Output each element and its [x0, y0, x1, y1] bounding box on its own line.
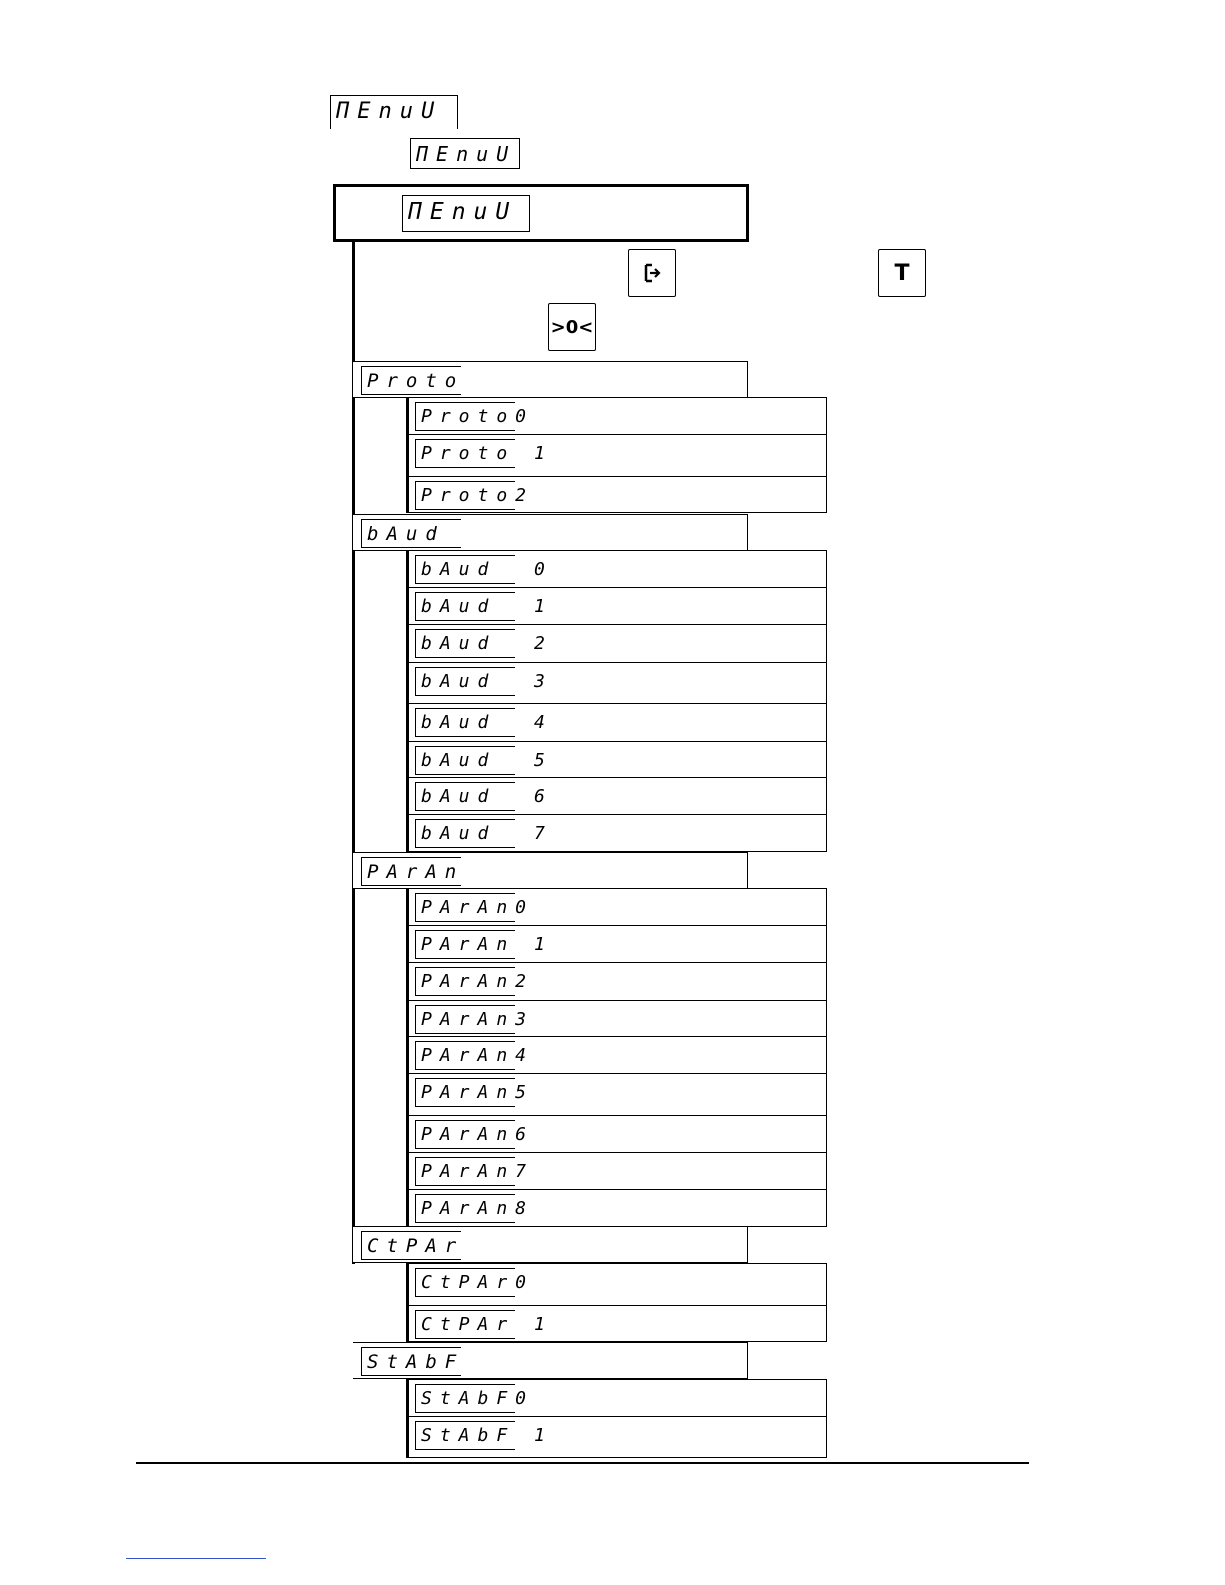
option-item[interactable]: [406, 624, 827, 663]
option-item[interactable]: [406, 741, 827, 778]
group-header-4[interactable]: [353, 1342, 748, 1379]
option-item[interactable]: [406, 587, 827, 625]
option-item[interactable]: [406, 962, 827, 1001]
option-label: StAbF 1: [415, 1421, 515, 1450]
group-label: StAbF: [361, 1347, 461, 1376]
option-item[interactable]: [406, 434, 827, 477]
option-item[interactable]: [406, 925, 827, 963]
group-header-3[interactable]: [353, 1226, 748, 1263]
option-item[interactable]: [406, 777, 827, 815]
option-label: bAud 0: [415, 555, 515, 584]
option-item[interactable]: [406, 888, 827, 926]
option-label: PArAn8: [415, 1194, 515, 1223]
exit-icon: [641, 262, 663, 284]
group-header-2[interactable]: [353, 852, 748, 889]
option-item[interactable]: [406, 1152, 827, 1190]
option-label: CtPAr 1: [415, 1310, 515, 1339]
group-label: CtPAr: [361, 1231, 461, 1260]
option-label: CtPAr0: [415, 1268, 515, 1297]
group-label: bAud: [361, 519, 461, 548]
footer-link-underline: [126, 1558, 266, 1559]
group-header-1[interactable]: [353, 514, 748, 551]
option-item[interactable]: [406, 1263, 827, 1306]
option-label: bAud 6: [415, 782, 515, 811]
group-label: Proto: [361, 366, 461, 395]
option-label: bAud 7: [415, 819, 515, 848]
option-label: PArAn2: [415, 967, 515, 996]
menu-display-1: ΠEnuU: [330, 95, 458, 129]
option-label: bAud 4: [415, 708, 515, 737]
option-label: bAud 3: [415, 667, 515, 696]
group-header-0[interactable]: [353, 361, 748, 398]
option-label: Proto 1: [415, 439, 515, 468]
option-item[interactable]: [406, 662, 827, 704]
option-label: PArAn5: [415, 1078, 515, 1107]
option-item[interactable]: [406, 1073, 827, 1116]
option-label: Proto0: [415, 402, 515, 431]
menu-display-2: ΠEnuU: [410, 138, 520, 169]
option-label: bAud 2: [415, 629, 515, 658]
tare-key[interactable]: T: [878, 249, 926, 297]
option-label: Proto2: [415, 481, 515, 510]
option-item[interactable]: [406, 814, 827, 852]
option-item[interactable]: [406, 1305, 827, 1342]
option-label: PArAn6: [415, 1120, 515, 1149]
option-item[interactable]: [406, 1115, 827, 1153]
option-item[interactable]: [406, 1189, 827, 1227]
option-label: PArAn 1: [415, 930, 515, 959]
option-label: PArAn4: [415, 1041, 515, 1070]
menu-header-box: [333, 184, 749, 242]
option-item[interactable]: [406, 1036, 827, 1074]
group-label: PArAn: [361, 857, 461, 886]
option-item[interactable]: [406, 397, 827, 435]
option-label: bAud 1: [415, 592, 515, 621]
option-label: PArAn0: [415, 893, 515, 922]
zero-key[interactable]: >0<: [548, 303, 596, 351]
option-label: PArAn7: [415, 1157, 515, 1186]
option-item[interactable]: [406, 550, 827, 588]
option-item[interactable]: [406, 703, 827, 742]
option-item[interactable]: [406, 1379, 827, 1417]
option-item[interactable]: [406, 476, 827, 513]
option-label: StAbF0: [415, 1384, 515, 1413]
option-label: PArAn3: [415, 1005, 515, 1034]
exit-key[interactable]: [628, 249, 676, 297]
option-item[interactable]: [406, 1000, 827, 1037]
footer-rule: [136, 1462, 1029, 1464]
option-item[interactable]: [406, 1416, 827, 1458]
option-label: bAud 5: [415, 746, 515, 775]
menu-main-display: ΠEnuU: [402, 195, 530, 232]
